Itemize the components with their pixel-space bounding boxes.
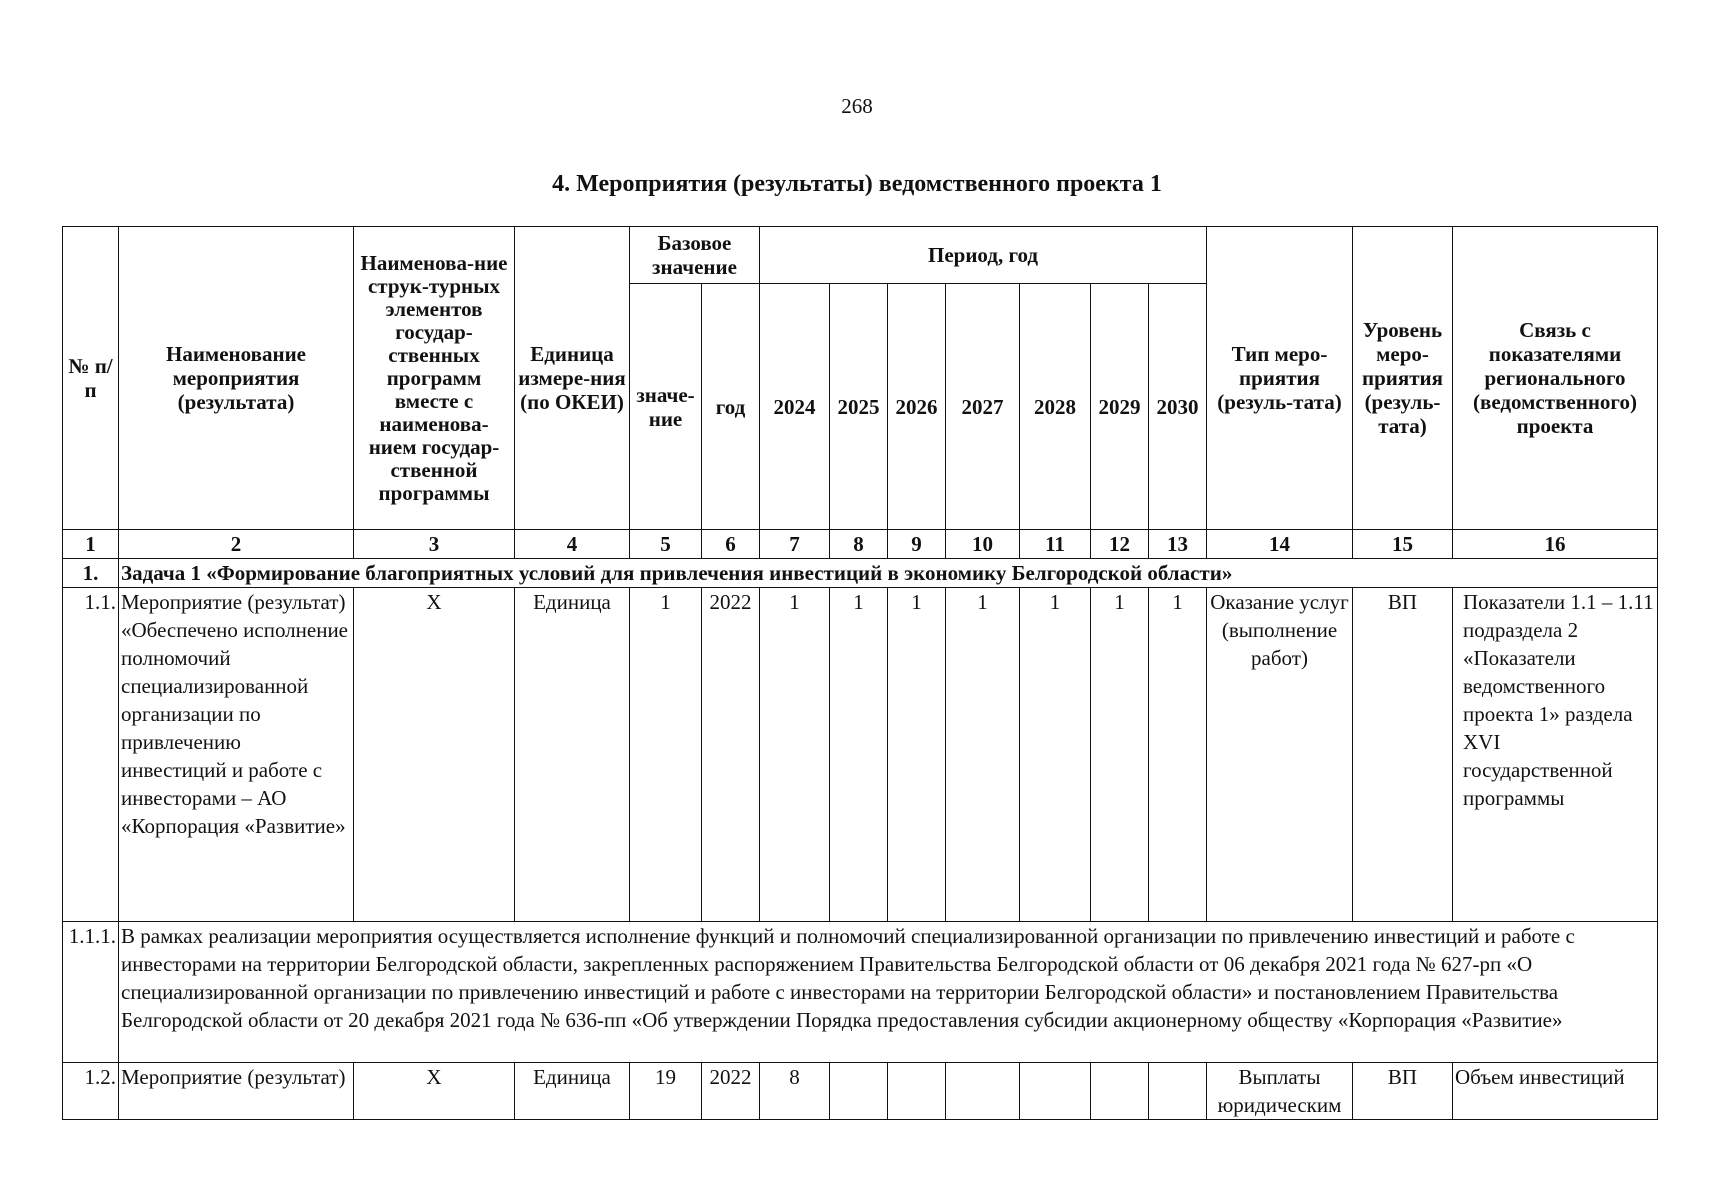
column-number: 16 bbox=[1453, 530, 1658, 559]
row-type: Выплаты юридическим bbox=[1207, 1063, 1353, 1120]
column-number: 4 bbox=[515, 530, 630, 559]
column-number: 2 bbox=[119, 530, 354, 559]
column-number: 13 bbox=[1149, 530, 1207, 559]
table-row bbox=[63, 1063, 1658, 1120]
row-name: Мероприятие (результат) «Обеспечено исполнение полномочий специализированной организации по привлечению инвестиций и работе с инвесторами – АО «Корпорация «Развитие» bbox=[119, 588, 354, 922]
column-number-row bbox=[63, 530, 1658, 559]
header-year: 2028 bbox=[1020, 284, 1091, 530]
note-text: В рамках реализации мероприятия осуществляется исполнение функций и полномочий специализированной организации по привлечению инвестиций и работе с инвесторами на территории Белгородской области, закрепленных распоряжением Правительства Белгородской области от 06 декабря 2021 года № 627-рп «О специализированной организации по привлечению инвестиций и работе с инвесторами на территории Белгородской области» и постановлением Правительства Белгородской области от 20 декабря 2021 года № 636-пп «Об утверждении Порядка предоставления субсидии акционерному обществу «Корпорация «Развитие» bbox=[119, 922, 1658, 1063]
row-name: Мероприятие (результат) bbox=[119, 1063, 354, 1120]
row-level: ВП bbox=[1353, 1063, 1453, 1120]
column-number: 15 bbox=[1353, 530, 1453, 559]
row-base-year: 2022 bbox=[702, 1063, 760, 1120]
row-unit: Единица bbox=[515, 588, 630, 922]
header-base-year: год bbox=[702, 284, 760, 530]
row-structure: X bbox=[354, 1063, 515, 1120]
header-level: Уровень меро-приятия (резуль-тата) bbox=[1353, 227, 1453, 530]
header-base: Базовое значение bbox=[630, 227, 760, 284]
header-year: 2027 bbox=[946, 284, 1020, 530]
note-num: 1.1.1. bbox=[63, 922, 119, 1063]
section-title: 4. Мероприятия (результаты) ведомственного проекта 1 bbox=[552, 171, 1162, 197]
column-number: 12 bbox=[1091, 530, 1149, 559]
column-number: 9 bbox=[888, 530, 946, 559]
task-num: 1. bbox=[63, 559, 119, 588]
row-year-value bbox=[888, 1063, 946, 1120]
row-year-value: 1 bbox=[760, 588, 830, 922]
task-text: Задача 1 «Формирование благоприятных условий для привлечения инвестиций в экономику Белгородской области» bbox=[119, 559, 1658, 588]
row-year-value: 1 bbox=[830, 588, 888, 922]
header-name: Наименование мероприятия (результата) bbox=[119, 227, 354, 530]
column-number: 6 bbox=[702, 530, 760, 559]
header-row-1 bbox=[63, 227, 1658, 284]
row-base-value: 19 bbox=[630, 1063, 702, 1120]
header-year: 2025 bbox=[830, 284, 888, 530]
row-link: Показатели 1.1 – 1.11 подраздела 2 «Показатели ведомственного проекта 1» раздела XVI государственной программы bbox=[1453, 588, 1658, 922]
row-year-value bbox=[1091, 1063, 1149, 1120]
column-number: 10 bbox=[946, 530, 1020, 559]
row-year-value bbox=[1020, 1063, 1091, 1120]
row-num: 1.1. bbox=[63, 588, 119, 922]
column-number: 5 bbox=[630, 530, 702, 559]
header-year: 2026 bbox=[888, 284, 946, 530]
header-num: № п/п bbox=[63, 227, 119, 530]
row-year-value: 1 bbox=[946, 588, 1020, 922]
header-base-value: значе-ние bbox=[630, 284, 702, 530]
page-number: 268 bbox=[841, 94, 873, 118]
row-year-value: 1 bbox=[888, 588, 946, 922]
header-type: Тип меро-приятия (резуль-тата) bbox=[1207, 227, 1353, 530]
row-year-value bbox=[1149, 1063, 1207, 1120]
row-year-value: 1 bbox=[1020, 588, 1091, 922]
row-num: 1.2. bbox=[63, 1063, 119, 1120]
column-number: 8 bbox=[830, 530, 888, 559]
note-row bbox=[63, 922, 1658, 1063]
column-number: 14 bbox=[1207, 530, 1353, 559]
column-number: 11 bbox=[1020, 530, 1091, 559]
column-number: 1 bbox=[63, 530, 119, 559]
table-row bbox=[63, 588, 1658, 922]
header-year: 2030 bbox=[1149, 284, 1207, 530]
header-year: 2029 bbox=[1091, 284, 1149, 530]
row-year-value: 8 bbox=[760, 1063, 830, 1120]
row-type: Оказание услуг (выполнение работ) bbox=[1207, 588, 1353, 922]
measures-table bbox=[62, 226, 1658, 1120]
column-number: 3 bbox=[354, 530, 515, 559]
row-link: Объем инвестиций bbox=[1453, 1063, 1658, 1120]
task-row bbox=[63, 559, 1658, 588]
header-unit: Единица измере-ния (по ОКЕИ) bbox=[515, 227, 630, 530]
header-period: Период, год bbox=[760, 227, 1207, 284]
row-structure: X bbox=[354, 588, 515, 922]
row-year-value bbox=[830, 1063, 888, 1120]
header-year: 2024 bbox=[760, 284, 830, 530]
row-year-value: 1 bbox=[1149, 588, 1207, 922]
header-structure: Наименова-ние струк-турных элементов государ-ственных программ вместе с наименова-нием государ-ственной программы bbox=[354, 227, 515, 530]
row-level: ВП bbox=[1353, 588, 1453, 922]
column-number: 7 bbox=[760, 530, 830, 559]
row-year-value: 1 bbox=[1091, 588, 1149, 922]
row-unit: Единица bbox=[515, 1063, 630, 1120]
header-link: Связь с показателями регионального (ведомственного) проекта bbox=[1453, 227, 1658, 530]
row-base-year: 2022 bbox=[702, 588, 760, 922]
row-base-value: 1 bbox=[630, 588, 702, 922]
row-year-value bbox=[946, 1063, 1020, 1120]
